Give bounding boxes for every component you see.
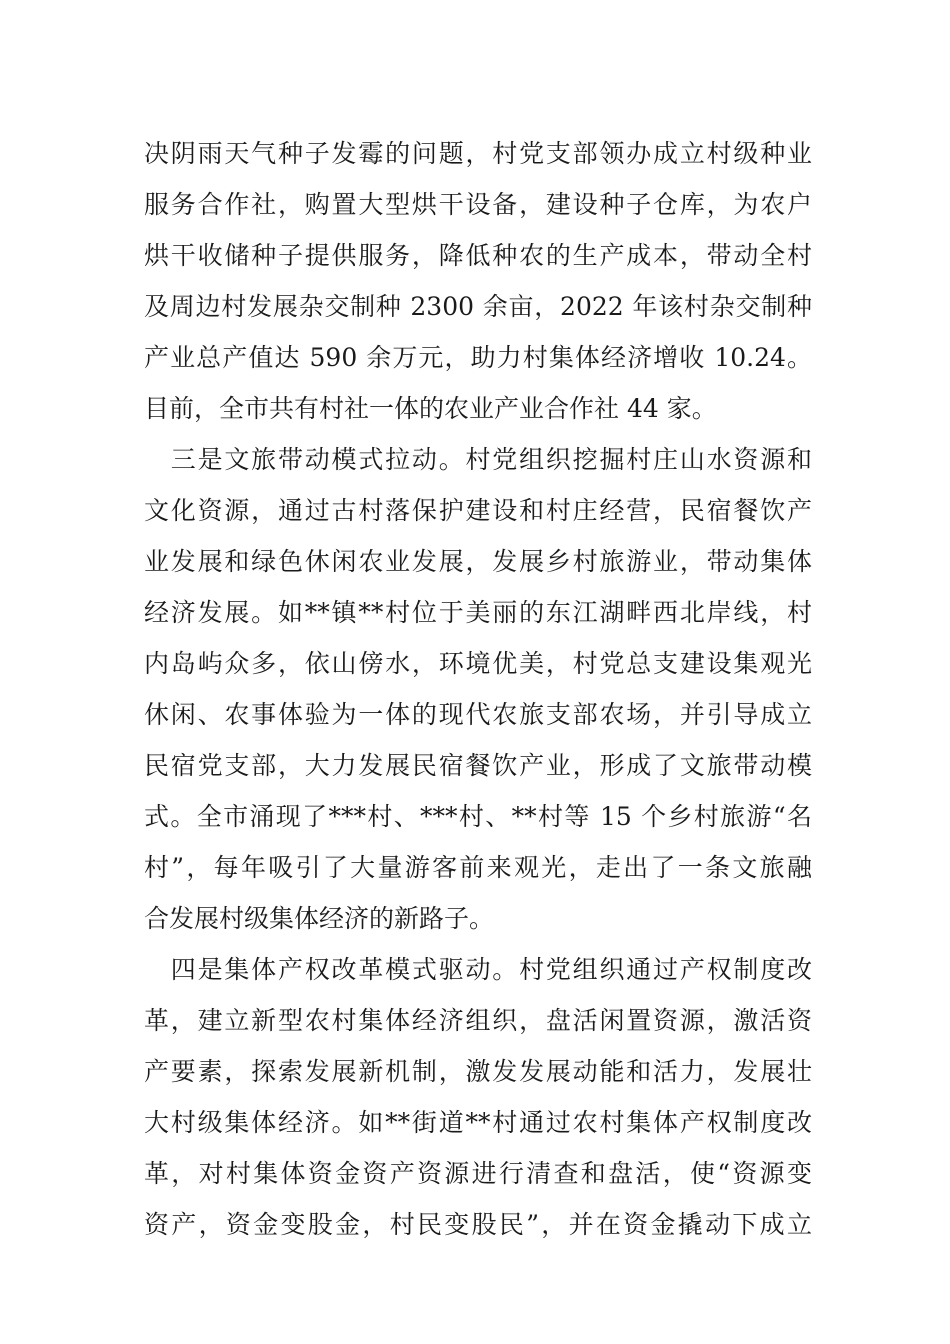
text-line: 资产，资金变股金，村民变股民”，并在资金撬动下成立 (144, 1210, 812, 1239)
text-line: 民宿党支部，大力发展民宿餐饮产业，形成了文旅带动模 (144, 751, 812, 780)
text-line: 式。全市涌现了***村、***村、**村等 15 个乡村旅游“名 (144, 802, 812, 831)
text-line: 及周边村发展杂交制种 2300 余亩，2022 年该村杂交制种 (144, 292, 812, 321)
text-line: 产业总产值达 590 余万元，助力村集体经济增收 10.24。 (144, 343, 812, 372)
text-line: 服务合作社，购置大型烘干设备，建设种子仓库，为农户 (144, 190, 812, 219)
text-line: 革，建立新型农村集体经济组织，盘活闲置资源，激活资 (144, 1006, 812, 1035)
text-line: 决阴雨天气种子发霉的问题，村党支部领办成立村级种业 (144, 139, 812, 168)
text-line: 产要素，探索发展新机制，激发发展动能和活力，发展壮 (144, 1057, 812, 1086)
text-line: 内岛屿众多，依山傍水，环境优美，村党总支建设集观光 (144, 649, 812, 678)
text-line: 经济发展。如**镇**村位于美丽的东江湖畔西北岸线，村 (144, 598, 812, 627)
text-line: 目前，全市共有村社一体的农业产业合作社 44 家。 (144, 394, 717, 423)
text-line: 休闲、农事体验为一体的现代农旅支部农场，并引导成立 (144, 700, 812, 729)
text-line: 村”，每年吸引了大量游客前来观光，走出了一条文旅融 (144, 853, 812, 882)
text-line: 四是集体产权改革模式驱动。村党组织通过产权制度改 (144, 955, 812, 984)
text-line: 业发展和绿色休闲农业发展，发展乡村旅游业，带动集体 (144, 547, 812, 576)
text-line: 革，对村集体资金资产资源进行清查和盘活，使“资源变 (144, 1159, 812, 1188)
text-line: 文化资源，通过古村落保护建设和村庄经营，民宿餐饮产 (144, 496, 812, 525)
text-line: 三是文旅带动模式拉动。村党组织挖掘村庄山水资源和 (144, 445, 812, 474)
text-line: 烘干收储种子提供服务，降低种农的生产成本，带动全村 (144, 241, 812, 270)
text-line: 合发展村级集体经济的新路子。 (144, 904, 495, 933)
body-text (144, 128, 812, 1250)
text-line: 大村级集体经济。如**街道**村通过农村集体产权制度改 (144, 1108, 812, 1137)
